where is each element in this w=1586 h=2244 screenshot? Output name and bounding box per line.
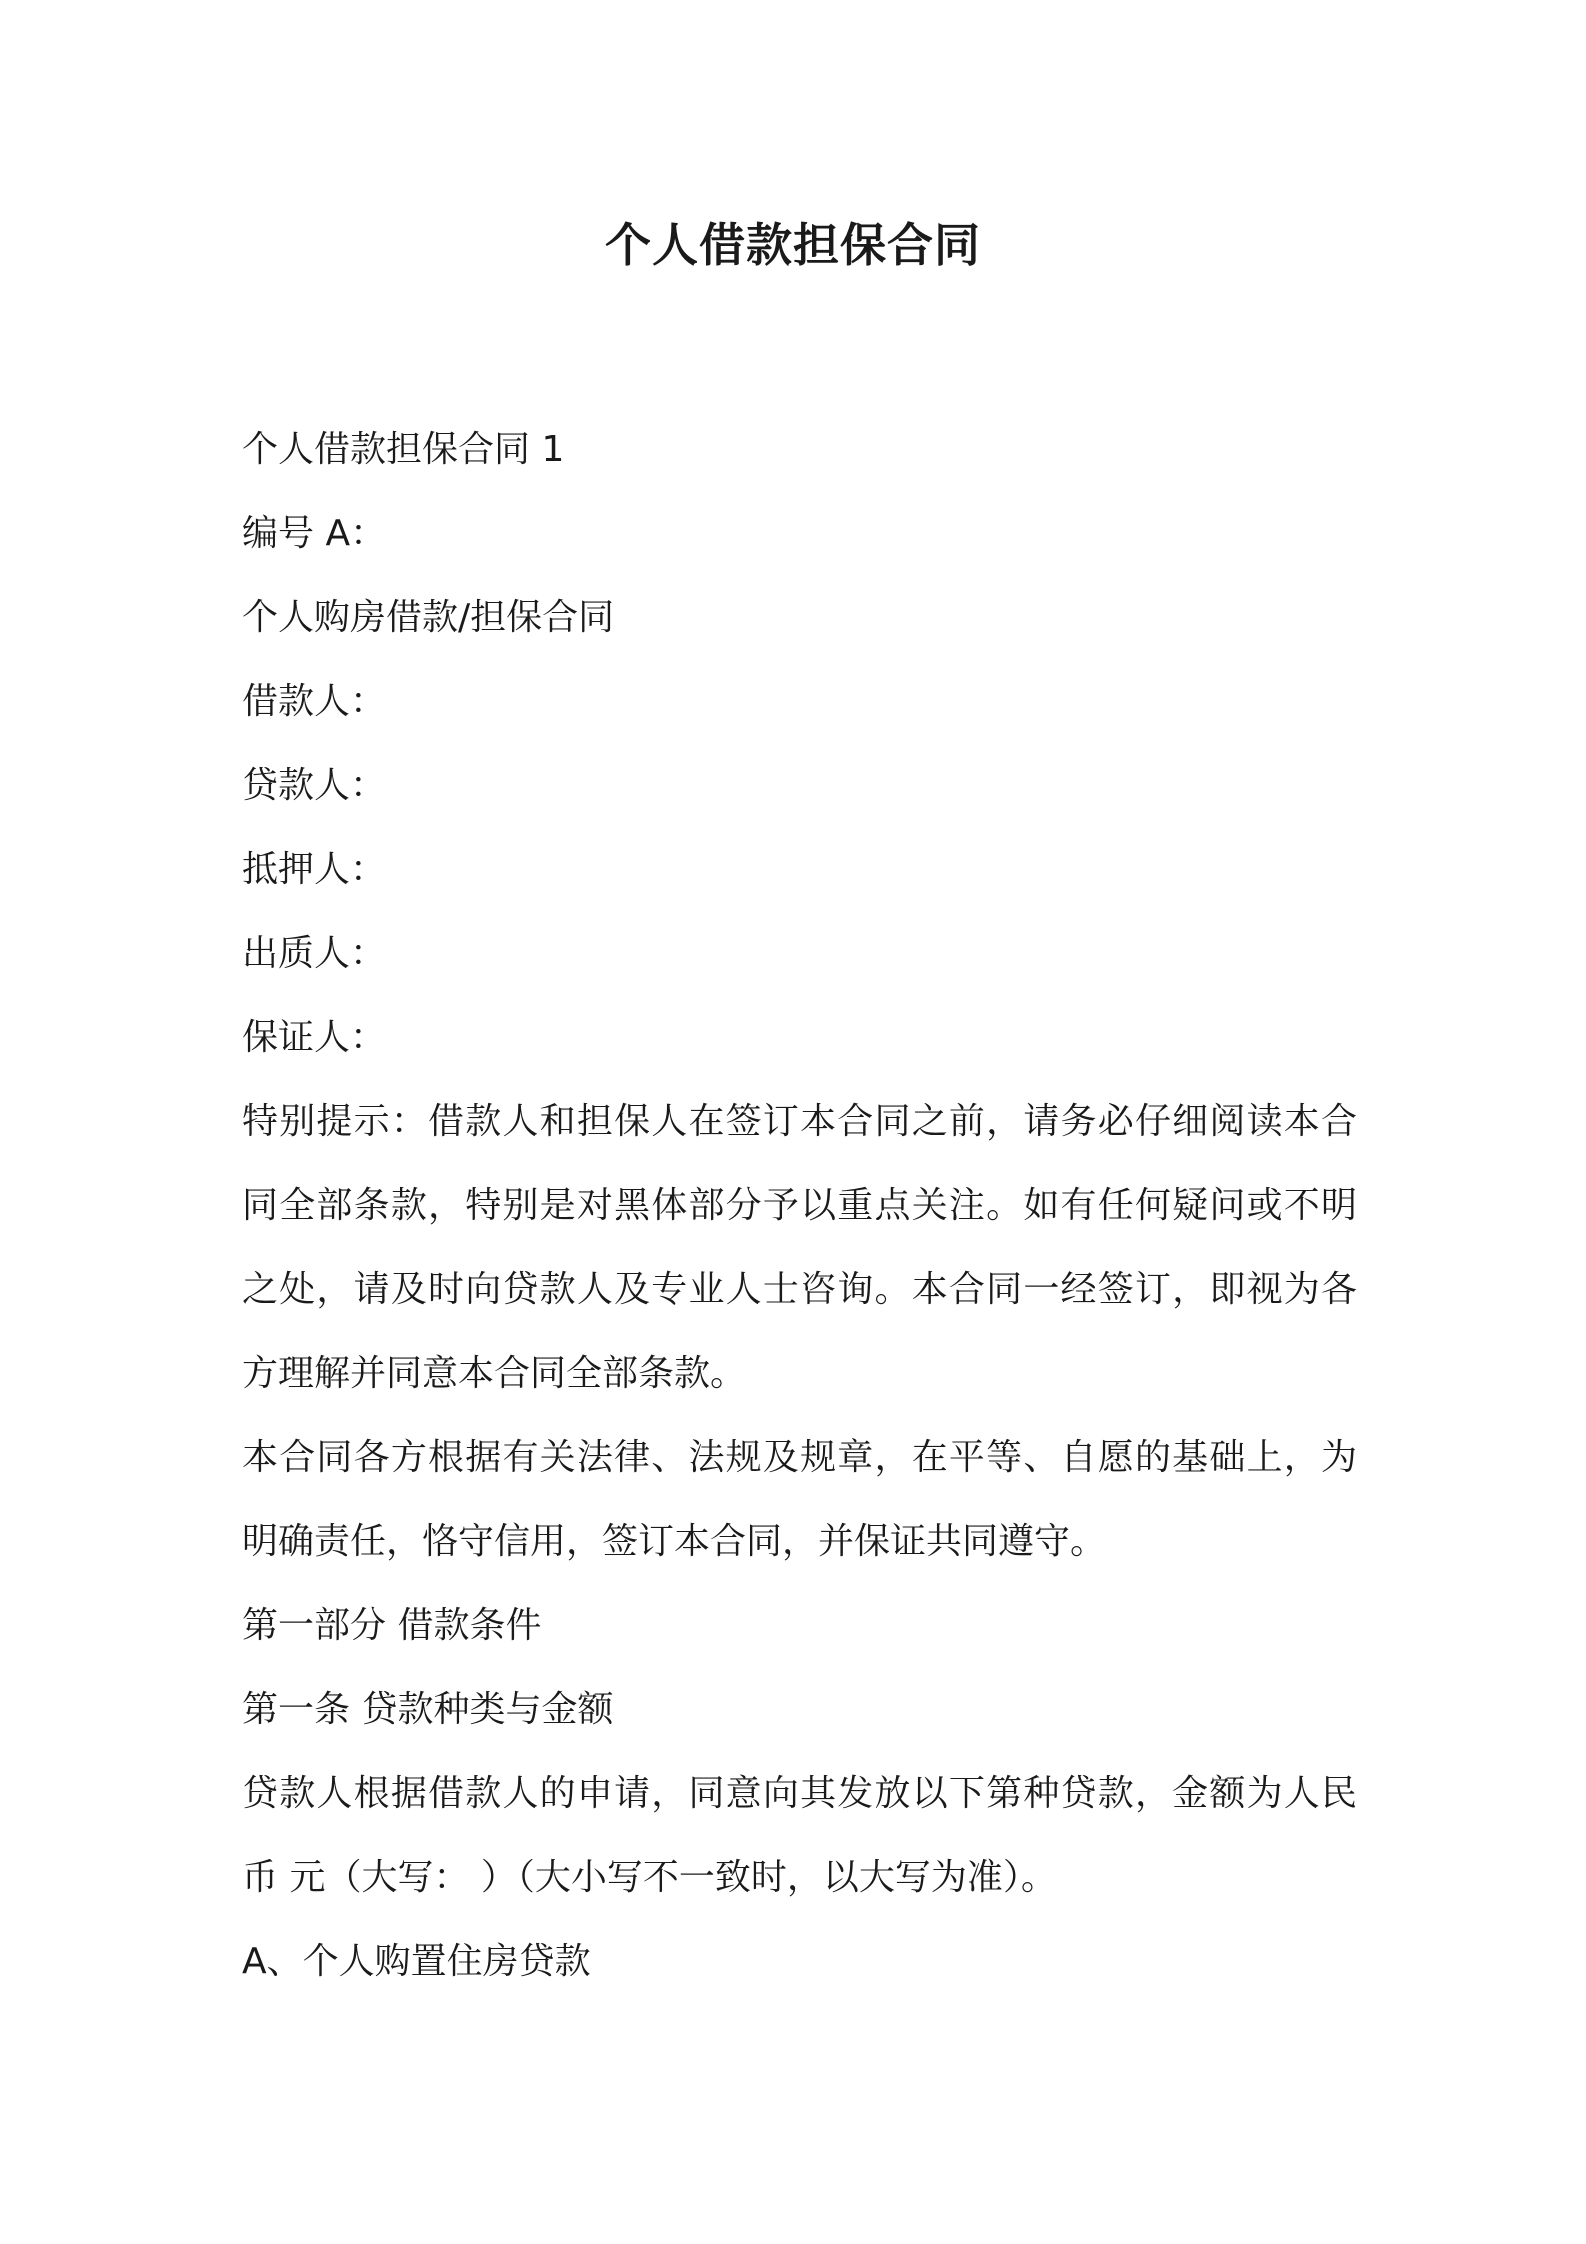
preamble-paragraph: 本合同各方根据有关法律、法规及规章，在平等、自愿的基础上，为明确责任，恪守信用，签订本合同，并保证共同遵守。: [242, 1437, 1357, 1562]
special-notice-paragraph: 特别提示：借款人和担保人在签订本合同之前，请务必仔细阅读本合同全部条款，特别是对黑体部分予以重点关注。如有任何疑问或不明之处，请及时向贷款人及专业人士咨询。本合同一经签订，即视为各方理解并同意本合同全部条款。: [242, 1101, 1357, 1394]
loan-item-a: A、个人购置住房贷款: [242, 1941, 591, 1982]
borrower-field: 借款人：: [242, 681, 387, 722]
guarantor-field: 保证人：: [242, 1017, 387, 1058]
document-body: [242, 408, 1357, 2004]
contract-type-line: 个人购房借款/担保合同: [242, 597, 615, 638]
contract-subtitle: 个人借款担保合同 1: [242, 429, 565, 470]
mortgagor-field: 抵押人：: [242, 849, 387, 890]
article-heading: 第一条 贷款种类与金额: [242, 1689, 614, 1730]
contract-number-field: 编号 A：: [242, 513, 387, 554]
article-paragraph: 贷款人根据借款人的申请，同意向其发放以下第种贷款，金额为人民币 元（大写： ）（大小写不一致时，以大写为准）。: [242, 1773, 1357, 1898]
pledgor-field: 出质人：: [242, 933, 387, 974]
document-title: 个人借款担保合同: [605, 218, 981, 272]
part-heading: 第一部分 借款条件: [242, 1605, 542, 1646]
lender-field: 贷款人：: [242, 765, 387, 806]
